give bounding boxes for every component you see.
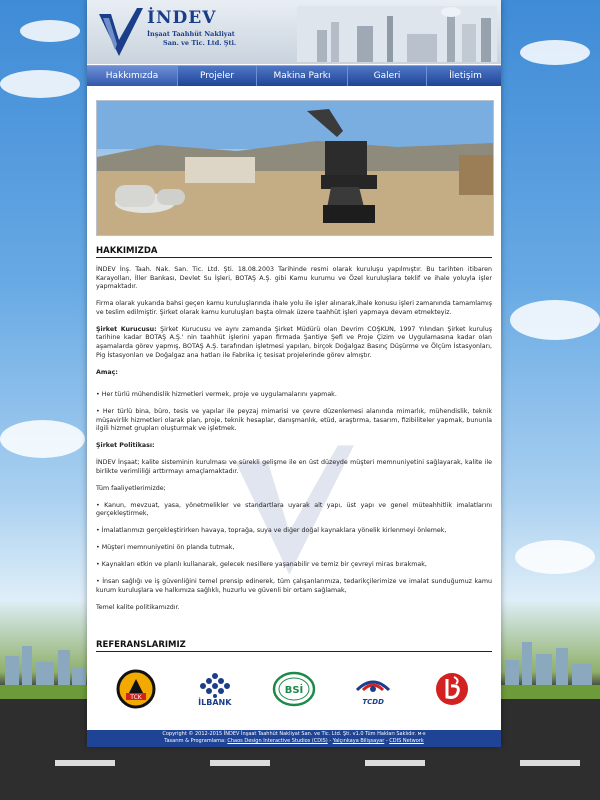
footer <box>87 730 501 747</box>
lane-marking <box>520 760 580 766</box>
lane-marking <box>210 760 270 766</box>
tck-logo-icon <box>116 669 156 709</box>
policy-label: Şirket Politikası: <box>96 442 155 450</box>
policy-closing: Temel kalite politikamızdır. <box>96 603 180 611</box>
cloud <box>0 70 80 98</box>
page-container <box>87 0 501 746</box>
lane-marking <box>365 760 425 766</box>
brand-name[interactable]: İNDEV <box>147 8 217 28</box>
reference-ilbank[interactable] <box>189 666 241 712</box>
nav-item-iletisim[interactable]: İletişim <box>449 71 482 81</box>
nav-item-galeri[interactable]: Galeri <box>348 66 427 86</box>
founder-text: Şirket Kurucusu ve aynı zamanda Şirket Müdürü olan Devrim COŞKUN, 1997 Yılından Şirket kuruluş tarihine kadar BOTAŞ A.Ş.' nin taahhüt işlerini yapan firmada Şantiye Şefi ve Proje Çizim ve Uygulamasına kadar olan aşamalarda görev yapmış, BOTAŞ A.Ş. tarafından işletmesi yapılan, birçok Doğalgaz Basınç Düşürme ve Ölçüm İstasyonları, Pig İstasyonları ve Doğalgaz ana hatları ile Fabrika iç tesisat projelerinde görev almıştır. <box>96 325 492 359</box>
reference-bsi[interactable] <box>268 666 320 712</box>
tck-logo-text: TCK <box>129 694 142 701</box>
brand-subtitle <box>147 30 236 48</box>
nav-item-projeler[interactable]: Projeler <box>178 66 257 86</box>
about-content <box>96 266 492 621</box>
about-paragraph: Firma olarak yukarıda bahsi geçen kamu kuruluşlarında ihale yolu ile işler alınarak,ihale konusu işleri zamanında tamamlamış ve teslim edilmiştir. Şirket olarak kamu kuruluşları başta olmak üzere taahhüt işleri yapmaya devam etmekteyiz. <box>96 300 492 316</box>
brand-subtitle-line: San. ve Tic. Ltd. Şti. <box>163 39 237 47</box>
ilbank-logo-text: İLBANK <box>198 697 232 707</box>
main-nav <box>87 65 501 86</box>
construction-banner-image <box>96 100 494 236</box>
logo-v-icon[interactable] <box>97 6 143 58</box>
footer-link-yalcinkaya[interactable]: Yalçınkaya Bilişsayar <box>332 738 385 744</box>
footer-credit-line: Tasarım & Programlama: Chaos Design Interactive Studios (CDIS) - Yalçınkaya Bilişsayar - CDIS Network <box>164 738 424 744</box>
footer-copyright: Copyright © 2012-2015 İNDEV İnşaat Taahhüt Nakliyat San. ve Tic. Ltd. Şti. v1.0 Tüm Hakları Saklıdır. <box>162 731 417 737</box>
botas-logo-icon <box>434 671 470 707</box>
goal-item: • Her türlü bina, büro, tesis ve yapılar ile peyzaj mimarisi ve çevre düzenlemesi alanında mimarlık, mühendislik, teknik müşavirlik hizmetleri olarak plan, proje, teknik hesaplar, danışmanlık, etüd, araştırma, tasarım, fizibiliteler yapmak, bununla ilgili hizmet grupları oluşturmak ve işletmek. <box>96 408 492 433</box>
nav-item-makina-parki[interactable]: Makina Parkı <box>257 66 348 86</box>
goal-item: • Her türlü mühendislik hizmetleri vermek, proje ve uygulamalarını yapmak. <box>96 391 337 399</box>
references-section-title: REFERANSLARIMIZ <box>96 640 492 652</box>
policy-item: • İnsan sağlığı ve iş güvenliğini temel prensip edinerek, tüm çalışanlarımıza, tedarikçilerimize ve imalat sunduğumuz kamu kurum kuruluşlara ve halkımıza sağlıklı, huzurlu ve güvenli bir ortam sağlamak, <box>96 578 492 594</box>
reference-botas[interactable] <box>426 666 478 712</box>
reference-tck[interactable] <box>110 666 162 712</box>
header <box>87 0 501 64</box>
brand-subtitle-line: İnşaat Taahhüt Nakliyat <box>147 30 235 38</box>
policy-item: • Kaynakları etkin ve planlı kullanarak, gelecek nesillere yaşanabilir ve temiz bir çevreyi miras bırakmak, <box>96 561 427 569</box>
policy-item: • İmalatlarımızı gerçekleştirirken havaya, toprağa, suya ve diğer doğal kaynaklara yönelik kirlenmeyi önlemek, <box>96 527 447 535</box>
cloud <box>20 20 80 42</box>
policy-text: Tüm faaliyetlerimizde; <box>96 484 166 492</box>
policy-item: • Müşteri memnuniyetini ön planda tutmak, <box>96 544 235 552</box>
policy-item: • Kanun, mevzuat, yasa, yönetmelikler ve standartlara uyarak alt yapı, üst yapı ve genel müteahhitlik imalatlarını gerçekleştirmek, <box>96 501 492 518</box>
about-section-title: HAKKIMIZDA <box>96 246 492 258</box>
cloud <box>515 540 595 574</box>
reference-tcdd[interactable] <box>347 666 399 712</box>
about-paragraph: İNDEV İnş. Taah. Nak. San. Tic. Ltd. Şti. 18.08.2003 Tarihinde resmi olarak kuruluşu yapılmıştır. Bu tarihten itibaren Karayolları, İller Bankası, Devlet Su İşleri, BOTAŞ A.Ş. gibi Kamu kurumu ve Özel kuruluşlara teklif ve ihale yoluyla işler yapmaktadır. <box>96 266 492 291</box>
bsi-logo-icon <box>272 671 316 707</box>
tcdd-logo-icon <box>353 672 393 698</box>
cloud <box>510 300 600 340</box>
industrial-skyline-image <box>297 6 497 62</box>
footer-link-cdis-network[interactable]: CDIS Network <box>389 738 424 744</box>
footer-mark[interactable]: ᴍ-ᴇ <box>417 731 426 737</box>
goal-label: Amaç: <box>96 368 118 376</box>
footer-copyright-line <box>87 731 501 738</box>
footer-credit-prefix: Tasarım & Programlama: <box>164 738 226 744</box>
cloud <box>0 420 85 458</box>
policy-text: İNDEV İnşaat; kalite sisteminin kurulması ve sürekli gelişme ile en üst düzeyde müşteri memnuniyetini sağlayarak, kalite ile birlikte verimliliği arttırmayı amaçlamaktadır. <box>96 459 492 475</box>
founder-paragraph <box>96 326 492 360</box>
ilbank-logo-icon <box>198 672 232 698</box>
references-logos <box>96 664 492 714</box>
nav-item-hakkimizda[interactable]: Hakkımızda <box>87 66 178 86</box>
footer-link-cdis[interactable]: Chaos Design Interactive Studios (CDIS) <box>227 738 328 744</box>
founder-label: Şirket Kurucusu: <box>96 325 157 333</box>
bsi-logo-text: BSİ <box>284 685 304 696</box>
lane-marking <box>55 760 115 766</box>
cloud <box>520 40 590 65</box>
tcdd-logo-text: TCDD <box>362 698 384 706</box>
